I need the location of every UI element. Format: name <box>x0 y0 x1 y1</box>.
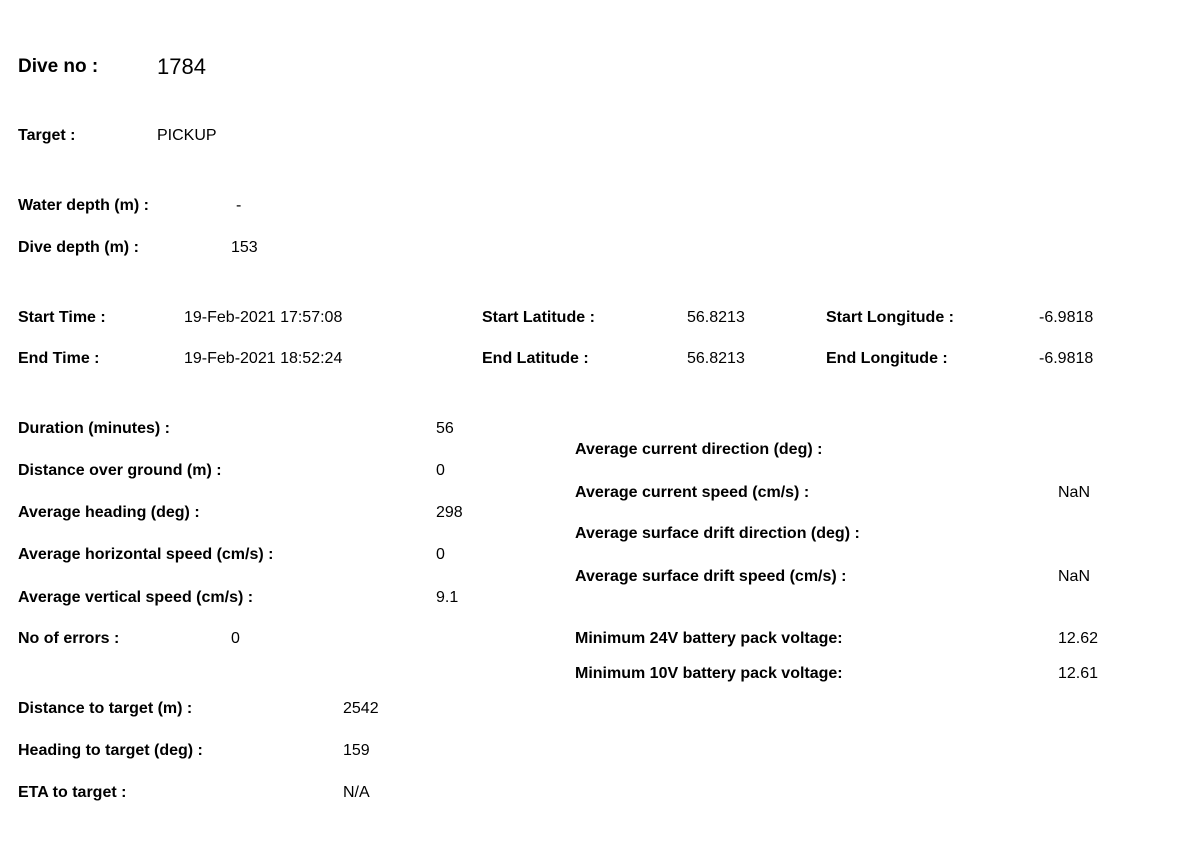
start-latitude-label: Start Latitude : <box>482 309 595 326</box>
heading-to-target-value: 159 <box>343 742 370 759</box>
end-latitude-label: End Latitude : <box>482 350 589 367</box>
avg-horizontal-speed-value: 0 <box>436 546 445 563</box>
avg-heading-value: 298 <box>436 504 463 521</box>
distance-over-ground-label: Distance over ground (m) : <box>18 462 222 479</box>
avg-drift-direction-label: Average surface drift direction (deg) : <box>575 525 860 542</box>
avg-vertical-speed-value: 9.1 <box>436 589 459 606</box>
errors-value: 0 <box>231 630 240 647</box>
end-longitude-label: End Longitude : <box>826 350 948 367</box>
avg-current-speed-label: Average current speed (cm/s) : <box>575 484 810 501</box>
min-24v-battery-value: 12.62 <box>1058 630 1099 647</box>
dive-depth-label: Dive depth (m) : <box>18 239 139 256</box>
end-time-value: 19-Feb-2021 18:52:24 <box>184 350 343 367</box>
distance-to-target-label: Distance to target (m) : <box>18 700 193 717</box>
start-longitude-label: Start Longitude : <box>826 309 954 326</box>
start-time-label: Start Time : <box>18 309 106 326</box>
end-latitude-value: 56.8213 <box>687 350 745 367</box>
avg-drift-speed-value: NaN <box>1058 568 1091 585</box>
water-depth-value: - <box>236 197 242 214</box>
start-latitude-value: 56.8213 <box>687 309 745 326</box>
errors-label: No of errors : <box>18 630 120 647</box>
eta-to-target-label: ETA to target : <box>18 784 127 801</box>
water-depth-label: Water depth (m) : <box>18 197 149 214</box>
avg-current-direction-label: Average current direction (deg) : <box>575 441 823 458</box>
distance-to-target-value: 2542 <box>343 700 379 717</box>
min-10v-battery-label: Minimum 10V battery pack voltage: <box>575 665 843 682</box>
target-value: PICKUP <box>157 127 217 144</box>
avg-drift-speed-label: Average surface drift speed (cm/s) : <box>575 568 847 585</box>
duration-value: 56 <box>436 420 454 437</box>
end-longitude-value: -6.9818 <box>1039 350 1094 367</box>
start-longitude-value: -6.9818 <box>1039 309 1094 326</box>
eta-to-target-value: N/A <box>343 784 370 801</box>
min-24v-battery-label: Minimum 24V battery pack voltage: <box>575 630 843 647</box>
avg-current-speed-value: NaN <box>1058 484 1091 501</box>
dive-depth-value: 153 <box>231 239 258 256</box>
avg-heading-label: Average heading (deg) : <box>18 504 200 521</box>
dive-no-label: Dive no : <box>18 56 99 77</box>
heading-to-target-label: Heading to target (deg) : <box>18 742 203 759</box>
dive-no-value: 1784 <box>157 54 206 79</box>
distance-over-ground-value: 0 <box>436 462 445 479</box>
avg-vertical-speed-label: Average vertical speed (cm/s) : <box>18 589 254 606</box>
duration-label: Duration (minutes) : <box>18 420 170 437</box>
min-10v-battery-value: 12.61 <box>1058 665 1099 682</box>
end-time-label: End Time : <box>18 350 100 367</box>
avg-horizontal-speed-label: Average horizontal speed (cm/s) : <box>18 546 274 563</box>
start-time-value: 19-Feb-2021 17:57:08 <box>184 309 343 326</box>
target-label: Target : <box>18 127 76 144</box>
